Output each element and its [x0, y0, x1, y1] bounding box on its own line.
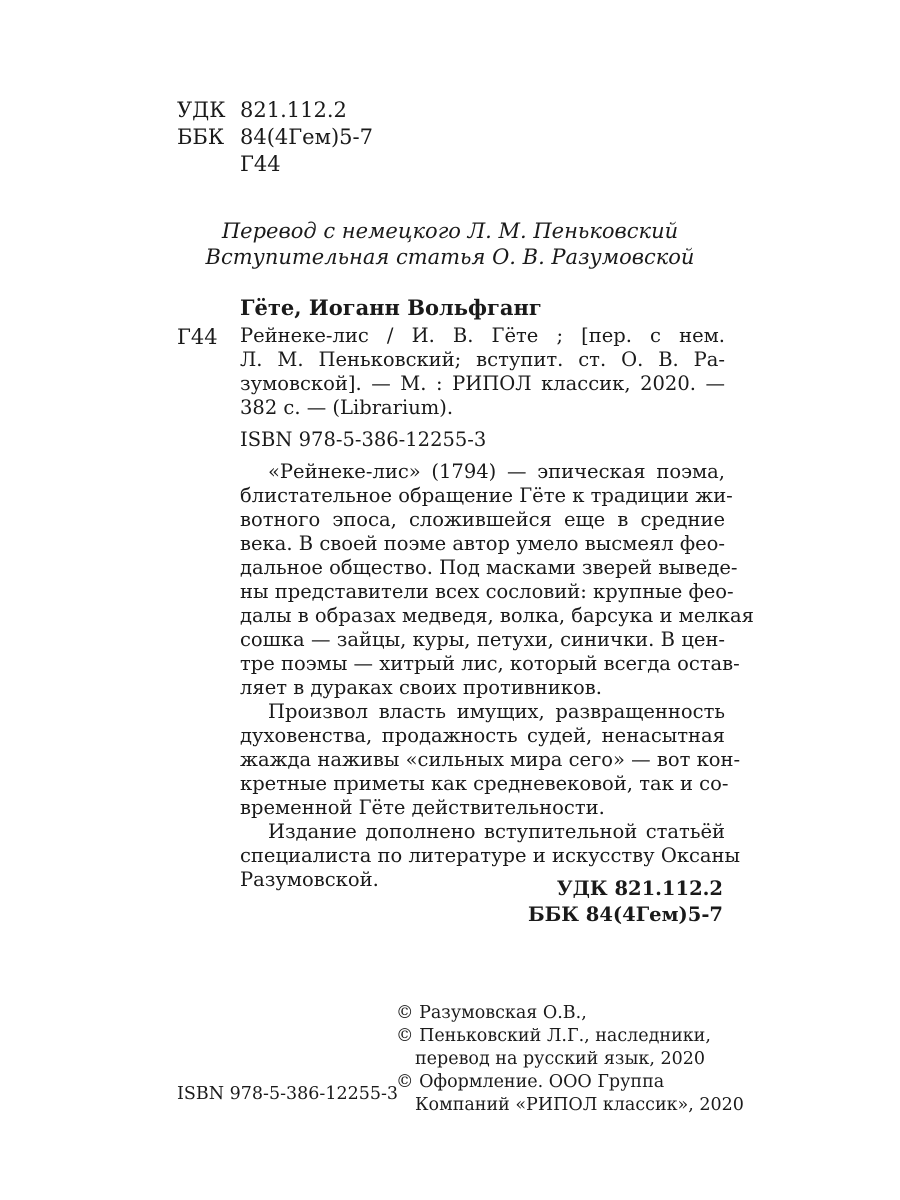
annotation-line: жажда наживы «сильных мира сего» — вот кон- [240, 748, 741, 771]
annotation-line: вотного эпоса, сложившейся еще в средние [240, 508, 725, 531]
annotation-line: дальное общество. Под масками зверей выведе- [240, 556, 738, 579]
udk-row [177, 97, 477, 123]
annotation-line: тре поэмы — хитрый лис, который всегда остав- [240, 652, 740, 675]
copyright-line: © Разумовская О.В., [396, 1003, 587, 1023]
copyright-line: © Оформление. ООО Группа [396, 1072, 665, 1092]
annotation-line: блистательное обращение Гёте к традиции жи- [240, 484, 733, 507]
udk-label: УДК [177, 98, 226, 122]
annotation-line: далы в образах медведя, волка, барсука и мелкая [240, 604, 754, 627]
copyright-line: перевод на русский язык, 2020 [415, 1049, 706, 1069]
annotation-line: кретные приметы как средневековой, так и со- [240, 772, 729, 795]
annotation-line: специалиста по литературе и искусству Оксаны [240, 844, 741, 867]
introduction-credit: Вступительная статья О. В. Разумовской [205, 245, 695, 269]
bbk-value: 84(4Гем)5-7 [240, 125, 373, 149]
record-line: Л. М. Пеньковский; вступит. ст. О. В. Ра- [240, 348, 725, 371]
annotation-line: Разумовской. [240, 868, 379, 891]
bbk-bottom: ББК 84(4Гем)5-7 [527, 903, 723, 926]
translation-credit: Перевод с немецкого Л. М. Пеньковский [221, 219, 679, 243]
annotation-line: сошка — зайцы, куры, петухи, синички. В цен- [240, 628, 725, 651]
annotation-line: «Рейнеке-лис» (1794) — эпическая поэма, [268, 460, 725, 483]
copyright-line: © Пеньковский Л.Г., наследники, [396, 1026, 711, 1046]
author-mark-top: Г44 [240, 152, 281, 176]
catalog-author: Гёте, Иоганн Вольфганг [240, 295, 542, 320]
catalog-mark: Г44 [177, 325, 218, 349]
record-line: 382 с. — (Librarium). [240, 396, 454, 419]
catalog-record [240, 324, 725, 420]
annotation-line: Произвол власть имущих, развращенность [268, 700, 725, 723]
isbn-bottom: ISBN 978-5-386-12255-3 [177, 1084, 399, 1104]
copyright-line: Компаний «РИПОЛ классик», 2020 [415, 1095, 744, 1115]
copyright-block [396, 1002, 744, 1117]
annotation-line: Издание дополнено вступительной статьёй [268, 820, 725, 843]
author-mark-row [177, 151, 477, 177]
udk-value: 821.112.2 [240, 98, 347, 122]
annotation-line: века. В своей поэме автор умело высмеял фео- [240, 532, 725, 555]
annotation-line: ны представители всех сословий: крупные фео- [240, 580, 734, 603]
record-line: зумовской]. — М. : РИПОЛ классик, 2020. — [240, 372, 725, 395]
annotation-line: ляет в дураках своих противников. [240, 676, 602, 699]
annotation-line: временной Гёте действительности. [240, 796, 605, 819]
bbk-label: ББК [177, 125, 225, 149]
annotation-line: духовенства, продажность судей, ненасытная [240, 724, 725, 747]
record-line: Рейнеке-лис / И. В. Гёте ; [пер. с нем. [240, 324, 725, 347]
annotation [240, 460, 754, 892]
bbk-row [177, 124, 477, 150]
catalog-isbn: ISBN 978-5-386-12255-3 [240, 428, 487, 451]
udk-bottom: УДК 821.112.2 [556, 877, 723, 900]
